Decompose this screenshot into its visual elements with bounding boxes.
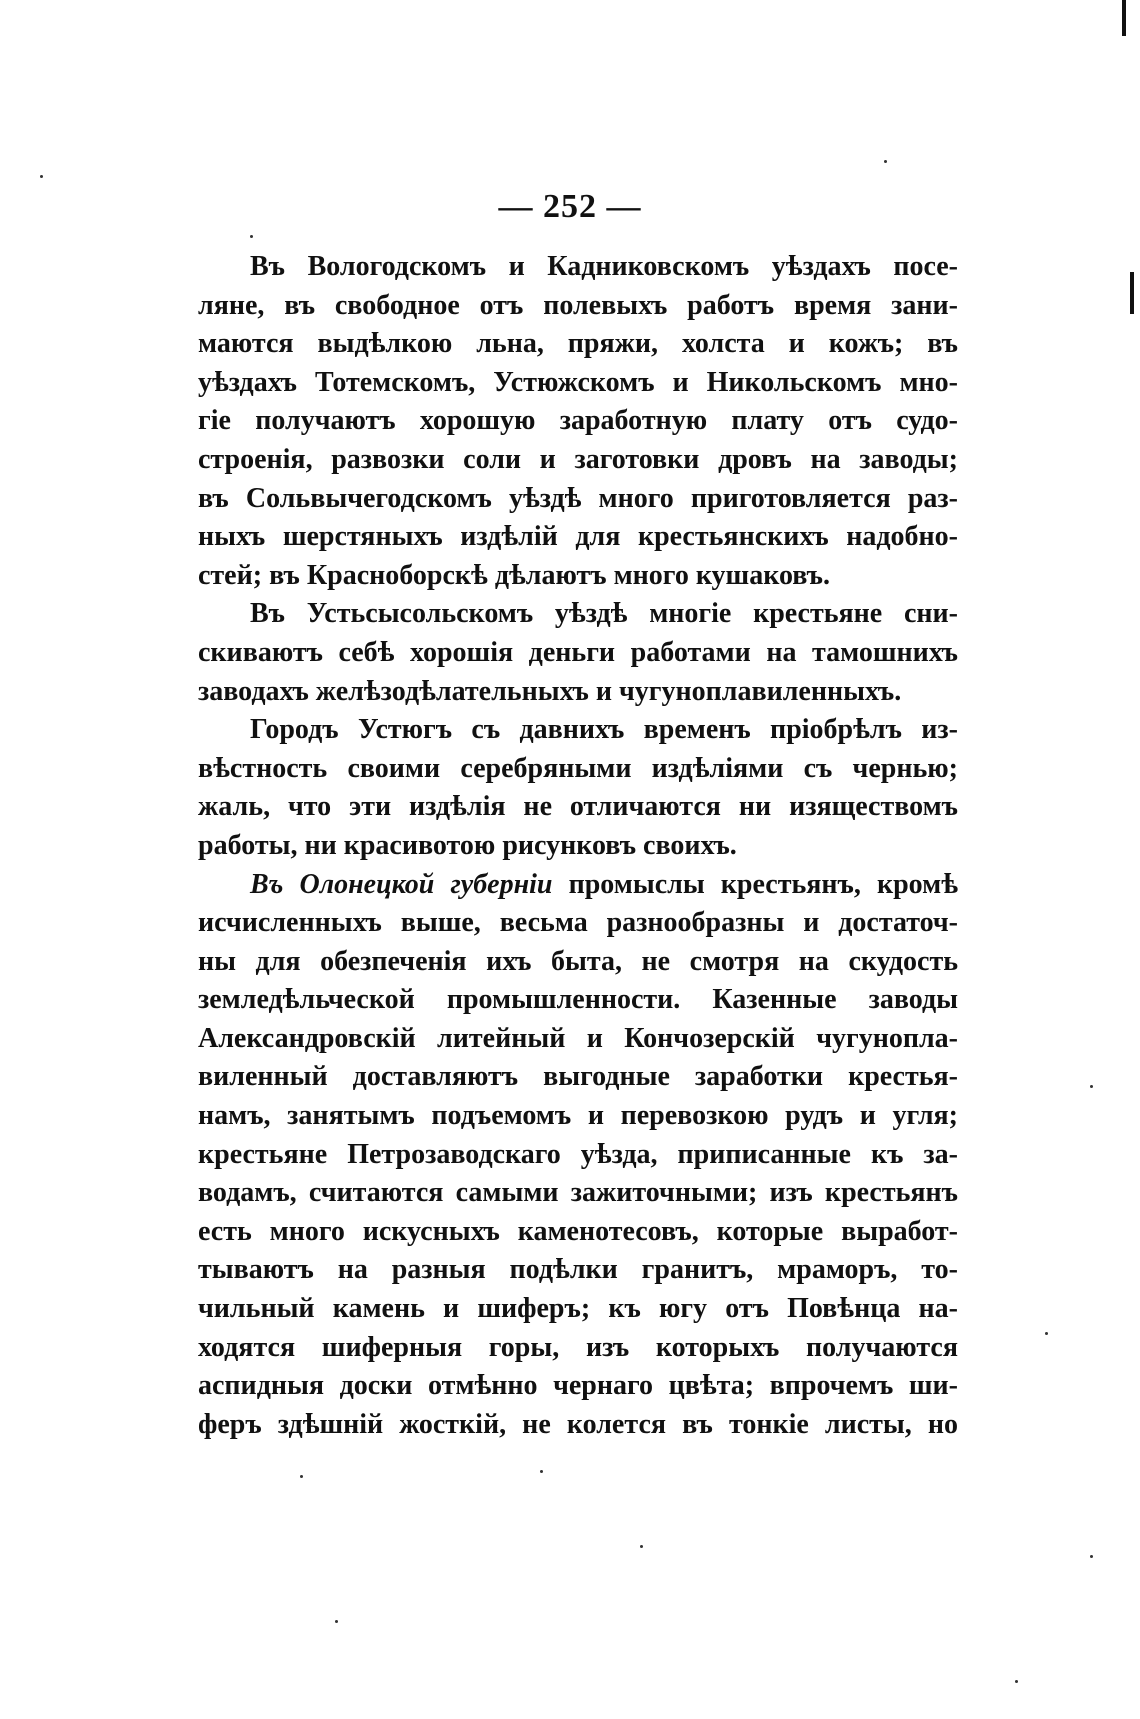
text-line: вѣстность своими серебряными издѣліями съ чернью; [198,752,958,784]
text-line: работы, ни красивотою рисунковъ своихъ. [198,829,737,861]
scan-speck [335,1620,338,1623]
text-line: ляне, въ свободное отъ полевыхъ работъ время зани- [198,289,958,321]
text-line: водамъ, считаются самыми зажиточными; изъ крестьянъ [198,1177,958,1209]
scan-speck [250,235,253,238]
text-line: земледѣльческой промышленности. Казенные заводы [198,984,958,1016]
text-run: промыслы крестьянъ, кромѣ [552,868,958,900]
scan-speck [640,1545,643,1548]
text-line: скиваютъ себѣ хорошія деньги работами на тамошнихъ [198,636,958,668]
text-line: виленный доставляютъ выгодные заработки крестья- [198,1061,958,1093]
page-number: — 252 — [498,188,642,225]
paragraph-3 [198,711,958,865]
text-line: уѣздахъ Тотемскомъ, Устюжскомъ и Никольскомъ мно- [198,366,958,398]
scan-speck [1015,1680,1018,1683]
scan-speck [1090,1555,1093,1558]
text-line: Въ Устьсысольскомъ уѣздѣ многіе крестьяне сни- [250,598,958,630]
text-line: крестьяне Петрозаводскаго уѣзда, приписанные къ за- [198,1138,958,1170]
text-line: маются выдѣлкою льна, пряжи, холста и кожъ; въ [198,328,958,360]
text-line: въ Сольвычегодскомъ уѣздѣ много приготовляется раз- [198,482,958,514]
paragraph-1 [198,248,958,595]
italic-heading: Въ Олонецкой губерніи [250,868,553,900]
scan-edge-mark [1122,0,1126,36]
text-line: строенія, развозки соли и заготовки дровъ на заводы; [198,443,958,475]
text-line: есть много искусныхъ каменотесовъ, которые выработ- [198,1215,958,1247]
text-line: намъ, занятымъ подъемомъ и перевозкою рудъ и угля; [198,1100,958,1132]
scan-speck [884,160,887,163]
scan-speck [300,1475,303,1478]
text-line: жаль, что эти издѣлія не отличаются ни изяществомъ [198,791,958,823]
text-line: заводахъ желѣзодѣлательныхъ и чугуноплавиленныхъ. [198,675,902,707]
scan-speck [540,1470,543,1473]
text-line: феръ здѣшній жосткій, не колется въ тонкіе листы, но [198,1408,958,1440]
scan-edge-mark [1130,272,1134,314]
text-line: Въ Вологодскомъ и Кадниковскомъ уѣздахъ посе- [250,251,958,282]
text-line: аспидныя доски отмѣнно чернаго цвѣта; впрочемъ ши- [198,1370,958,1402]
scan-speck [1045,1332,1048,1335]
text-line: стей; въ Красноборскѣ дѣлаютъ много кушаковъ. [198,559,831,591]
scan-speck [1090,1085,1093,1088]
scan-speck [40,175,43,178]
text-line: ны для обезпеченія ихъ быта, не смотря на скудость [198,945,958,977]
paragraph-2 [198,595,958,711]
text-line: ходятся шиферныя горы, изъ которыхъ получаются [198,1331,958,1363]
paragraph-4 [198,866,958,1445]
text-line: ныхъ шерстяныхъ издѣлій для крестьянскихъ надобно- [198,521,958,553]
body-text [198,248,958,1444]
text-line: тываютъ на разныя подѣлки гранитъ, мраморъ, то- [198,1254,958,1286]
text-line: чильный камень и шиферъ; къ югу отъ Повѣнца на- [198,1293,958,1325]
text-line [198,866,958,905]
text-line: исчисленныхъ выше, весьма разнообразны и достаточ- [198,907,958,939]
text-line: гіе получаютъ хорошую заработную плату отъ судо- [198,405,958,437]
text-line: Городъ Устюгъ съ давнихъ временъ пріобрѣлъ из- [250,714,958,746]
text-line: Александровскій литейный и Кончозерскій чугуноплa- [198,1022,958,1054]
